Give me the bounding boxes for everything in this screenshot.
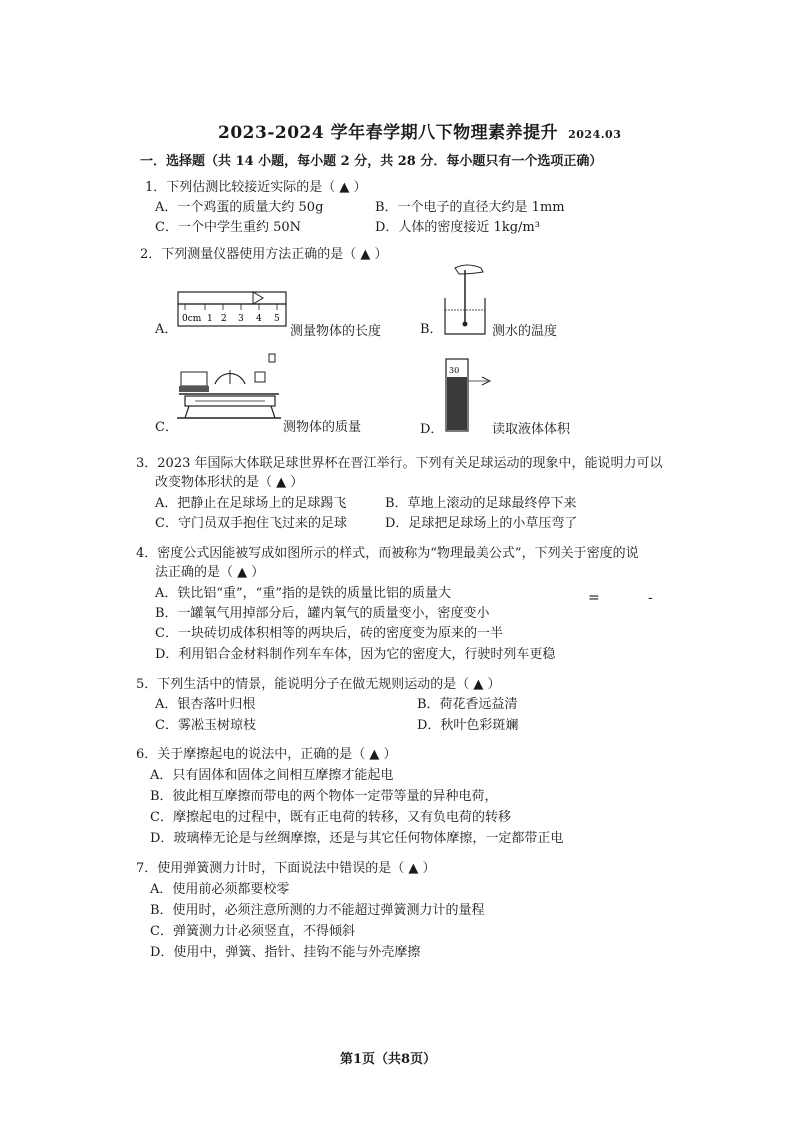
q5-option-b: B．荷花香远益清 — [417, 697, 518, 712]
q3-option-c: C．守门员双手抱住飞过来的足球 — [155, 516, 347, 531]
q4-option-c: C．一块砖切成体积相等的两块后，砖的密度变为原来的一半 — [155, 626, 503, 641]
q7-option-b: B．使用时，必须注意所测的力不能超过弹簧测力计的量程 — [150, 903, 485, 918]
q1-option-b: B．一个电子的直径大约是 1mm — [375, 200, 565, 215]
q4-option-b: B．一罐氧气用掉部分后，罐内氧气的质量变小，密度变小 — [155, 606, 490, 621]
thermometer-beaker-figure — [435, 262, 495, 342]
q3-option-a: A．把静止在足球场上的足球踢飞 — [155, 496, 347, 511]
q2-option-c: C． — [155, 420, 178, 435]
question-4-stem-cont: 法正确的是（ ▲ ） — [155, 565, 265, 580]
formula-equals-mark: = — [588, 590, 600, 606]
q1-option-a: A．一个鸡蛋的质量大约 50g — [155, 200, 324, 215]
ruler-tick-3: 3 — [238, 314, 244, 324]
q1-option-d: D．人体的密度接近 1kg/m³ — [375, 220, 540, 235]
cylinder-mark: 30 — [449, 366, 460, 375]
q5-option-c: C．雾凇玉树琼枝 — [155, 718, 256, 733]
question-5-stem: 5．下列生活中的情景，能说明分子在做无规则运动的是（ ▲ ） — [136, 677, 501, 692]
q2-option-d: D． — [420, 422, 444, 437]
q6-option-b: B．彼此相互摩擦而带电的两个物体一定带等量的异种电荷， — [150, 789, 498, 804]
q3-option-b: B．草地上滚动的足球最终停下来 — [385, 496, 577, 511]
ruler-tick-0: 0cm — [182, 314, 202, 324]
ruler-tick-1: 1 — [207, 314, 213, 324]
q4-option-d: D．利用铝合金材料制作列车车体，因为它的密度大，行驶时列车更稳 — [155, 647, 556, 662]
q2-figure-c-label: 测物体的质量 — [283, 420, 362, 435]
q2-figure-a-label: 测量物体的长度 — [290, 324, 382, 339]
q6-option-a: A．只有固体和固体之间相互摩擦才能起电 — [150, 768, 394, 783]
q5-option-d: D．秋叶色彩斑斓 — [417, 718, 519, 733]
page-title — [218, 118, 621, 143]
q7-option-d: D．使用中，弹簧、指针、挂钩不能与外壳摩擦 — [150, 945, 421, 960]
question-3-stem: 3．2023 年国际大体联足球世界杯在晋江举行。下列有关足球运动的现象中，能说明力可以 — [136, 456, 663, 471]
title-text: 2023-2024 学年春学期八下物理素养提升 — [218, 123, 559, 143]
q7-option-c: C．弹簧测力计必须竖直，不得倾斜 — [150, 924, 355, 939]
q5-option-a: A．银杏落叶归根 — [155, 697, 256, 712]
ruler-tick-2: 2 — [221, 314, 227, 324]
question-6-stem: 6．关于摩擦起电的说法中，正确的是（ ▲ ） — [136, 747, 397, 762]
ruler-tick-5: 5 — [274, 314, 280, 324]
q4-option-a: A．铁比铝“重”，“重”指的是铁的质量比铝的质量大 — [155, 586, 451, 601]
q6-option-d: D．玻璃棒无论是与丝绸摩擦，还是与其它任何物体摩擦，一定都带正电 — [150, 831, 564, 846]
ruler-figure — [175, 290, 295, 330]
question-3-stem-cont: 改变物体形状的是（ ▲ ） — [155, 475, 304, 490]
q7-option-a: A．使用前必须都要校零 — [150, 882, 290, 897]
section-header: 一．选择题（共 14 小题，每小题 2 分，共 28 分．每小题只有一个选项正确） — [140, 154, 603, 169]
q2-option-b: B． — [420, 322, 443, 337]
balance-figure — [175, 350, 285, 430]
formula-dash-mark: - — [648, 590, 653, 606]
q3-option-d: D．足球把足球场上的小草压弯了 — [385, 516, 578, 531]
question-7-stem: 7．使用弹簧测力计时，下面说法中错误的是（ ▲ ） — [136, 861, 436, 876]
title-date: 2024.03 — [568, 128, 622, 141]
q1-option-c: C．一个中学生重约 50N — [155, 220, 301, 235]
q2-option-a: A． — [155, 322, 178, 337]
question-2-stem: 2．下列测量仪器使用方法正确的是（ ▲ ） — [140, 247, 388, 262]
question-1-stem: 1．下列估测比较接近实际的是（ ▲ ） — [145, 180, 367, 195]
cylinder-figure — [440, 355, 500, 435]
question-4-stem: 4．密度公式因能被写成如图所示的样式，而被称为“物理最美公式”，下列关于密度的说 — [136, 546, 639, 561]
q2-figure-b-label: 测水的温度 — [492, 324, 558, 339]
page-footer: 第1页（共8页） — [340, 1052, 437, 1067]
ruler-tick-4: 4 — [256, 314, 262, 324]
q6-option-c: C．摩擦起电的过程中，既有正电荷的转移，又有负电荷的转移 — [150, 810, 511, 825]
q2-figure-d-label: 读取液体体积 — [492, 422, 571, 437]
